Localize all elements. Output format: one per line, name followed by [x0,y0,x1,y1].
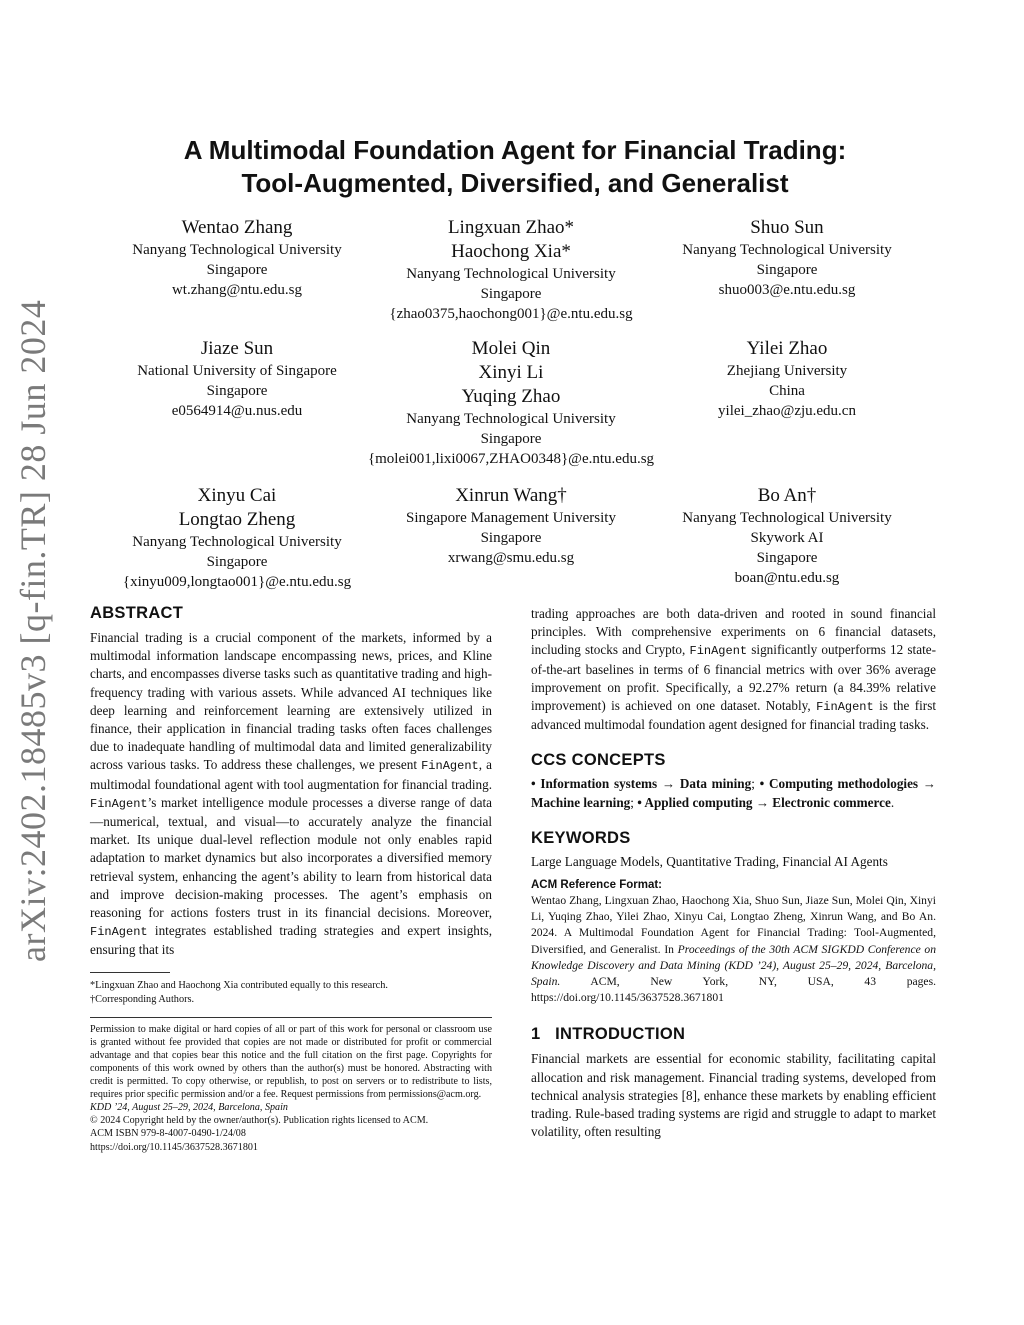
author-name: Wentao Zhang [181,217,293,238]
paper-title [100,134,930,200]
keywords-text: Large Language Models, Quantitative Trading, Financial AI Agents [531,853,888,869]
abstract-continued: trading approaches are both data-driven and rooted in sound financial principles. With comprehensive experiments on 6 financial datasets, including stocks and Crypto, FinAgent significantly outperforms 12 state-of-the-art baselines in terms of 6 financial metrics with over 36% average improvement on profit. Specifically, a 92.27% return (a 84.39% relative improvement) is achieved on one dataset. Notably, FinAgent is the first advanced multimodal foundation agent designed for financial trading tasks. [531,606,936,733]
author-name: Bo An† [757,485,817,506]
ccs-heading: CCS CONCEPTS [531,751,666,770]
author-country: Singapore [756,550,818,566]
footnote-corresponding: †Corresponding Authors. [90,993,195,1005]
right-column [531,605,936,1141]
author-country: Singapore [480,530,542,546]
author-affiliation: Singapore Management University [406,510,616,526]
venue-line: KDD ’24, August 25–29, 2024, Barcelona, Spain [90,1102,288,1114]
author-affiliation: Nanyang Technological University [132,534,342,550]
author-email: {molei001,lixi0067,ZHAO0348}@e.ntu.edu.sg [367,451,655,467]
author-country: China [769,383,805,399]
author-country: Singapore [480,431,542,447]
author-email: yilei_zhao@zju.edu.cn [718,403,856,419]
left-column [90,603,492,1154]
author-affiliation: Skywork AI [750,530,824,546]
author-name: Xinrun Wang† [455,485,567,506]
author-block-9 [632,484,942,588]
abstract-text: Financial trading is a crucial component of the markets, informed by a multimodal information landscape encompassing news, prices, and Kline charts, and encompasses diverse tasks such as quantitative trading and high-frequency trading with various assets. While advanced AI techniques like deep learning and reinforcement learning are extensively utilized in finance, their application in financial trading tasks often faces challenges due to inadequate handling of multimodal data and limited generalizability across various tasks. To address these challenges, we present FinAgent, a multimodal foundational agent with tool augmentation for financial trading. FinAgent’s market intelligence module processes a diverse range of data—numerical, textual, and visual—to accurately analyze the financial market. Its unique dual-level reflection module not only enables rapid adaptation to market dynamics but also incorporates a diversified memory retrieval system, enhancing the agent’s ability to learn from historical data and improve decision-making processes. The agent’s emphasis on reasoning for actions fosters trust in its financial decisions. Moreover, FinAgent integrates established trading strategies and expert insights, ensuring that its [90,630,492,958]
footnote-rule [90,972,170,973]
author-email: wt.zhang@ntu.edu.sg [171,282,303,298]
introduction-text: Financial markets are essential for economic stability, facilitating capital allocation and risk management. Financial trading systems, developed from technical analysis strategies [8], enhance these markets by enabling efficient trading. Rule-based trading systems are rigid and struggle to adapt to market volatility, often resulting [531,1051,936,1140]
author-name: Lingxuan Zhao* [447,217,575,238]
title-line-1: A Multimodal Foundation Agent for Financial Trading: [183,135,847,165]
author-affiliation: Nanyang Technological University [682,242,892,258]
author-email: boan@ntu.edu.sg [734,570,840,586]
author-affiliation: Nanyang Technological University [406,411,616,427]
doi-link[interactable]: https://doi.org/10.1145/3637528.3671801 [90,1141,258,1153]
author-block-2 [356,216,666,324]
permission-notice: Permission to make digital or hard copies of all or part of this work for personal or classroom use is granted without fee provided that copies are not made or distributed for profit or commercial advantage and that copies bear this notice and the full citation on the first page. Copyrights for components of this work owned by others than the author(s) must be honored. Abstracting with credit is permitted. To copy otherwise, or republish, to post on servers or to redistribute to lists, requires prior specific permission and/or a fee. Request permissions from permissions@acm.org. [90,1023,492,1101]
introduction-heading: 1 INTRODUCTION [531,1025,686,1044]
author-name: Xinyi Li [478,362,544,383]
author-block-5 [356,337,666,469]
author-name: Shuo Sun [750,217,824,238]
footnote-equal-contribution: *Lingxuan Zhao and Haochong Xia contributed equally to this research. [90,979,388,991]
author-block-6 [632,337,942,421]
author-affiliation: National University of Singapore [137,363,337,379]
author-block-3 [632,216,942,300]
author-country: Singapore [206,554,268,570]
copyright-line: © 2024 Copyright held by the owner/author(s). Publication rights licensed to ACM. [90,1115,429,1127]
author-affiliation: Nanyang Technological University [406,266,616,282]
acm-reference-heading: ACM Reference Format: [531,879,662,892]
author-name: Yilei Zhao [746,338,828,359]
author-affiliation: Nanyang Technological University [682,510,892,526]
title-line-2: Tool-Augmented, Diversified, and Generalist [241,168,789,198]
author-name: Yuqing Zhao [461,386,561,407]
author-block-4 [82,337,392,421]
author-name: Haochong Xia* [451,241,571,262]
author-country: Singapore [756,262,818,278]
author-block-1 [82,216,392,300]
author-country: Singapore [206,383,268,399]
author-affiliation: Zhejiang University [726,363,848,379]
arxiv-stamp: arXiv:2402.18485v3 [q-fin.TR] 28 Jun 2024 [13,299,53,962]
author-name: Molei Qin [471,338,551,359]
author-name: Jiaze Sun [200,338,274,359]
author-country: Singapore [480,286,542,302]
keywords-heading: KEYWORDS [531,828,631,847]
isbn-line: ACM ISBN 979-8-4007-0490-1/24/08 [90,1128,246,1140]
author-email: shuo003@e.ntu.edu.sg [718,282,856,298]
ccs-concepts: • Information systems → Data mining; • Computing methodologies → Machine learning; • Applied computing → Electronic commerce. [531,776,936,810]
abstract-heading: ABSTRACT [90,604,184,622]
author-country: Singapore [206,262,268,278]
author-name: Xinyu Cai [197,485,277,506]
permission-rule [90,1017,492,1018]
author-block-8 [356,484,666,568]
author-affiliation: Nanyang Technological University [132,242,342,258]
acm-reference-text: Wentao Zhang, Lingxuan Zhao, Haochong Xia, Shuo Sun, Jiaze Sun, Molei Qin, Xinyi Li, Yuqing Zhao, Yilei Zhao, Xinyu Cai, Longtao Zheng, Xinrun Wang, and Bo An. 2024. A Multimodal Foundation Agent for Financial Trading: Tool-Augmented, Diversified, and Generalist. In Proceedings of the 30th ACM SIGKDD Conference on Knowledge Discovery and Data Mining (KDD ’24), August 25–29, 2024, Barcelona, Spain. ACM, New York, NY, USA, 43 pages. https://doi.org/10.1145/3637528.3671801 [531,894,936,1005]
author-email: xrwang@smu.edu.sg [447,550,575,566]
author-email: e0564914@u.nus.edu [171,403,303,419]
author-block-7 [82,484,392,592]
author-email: {xinyu009,longtao001}@e.ntu.edu.sg [122,574,352,590]
author-name: Longtao Zheng [178,509,296,530]
author-email: {zhao0375,haochong001}@e.ntu.edu.sg [389,306,633,322]
